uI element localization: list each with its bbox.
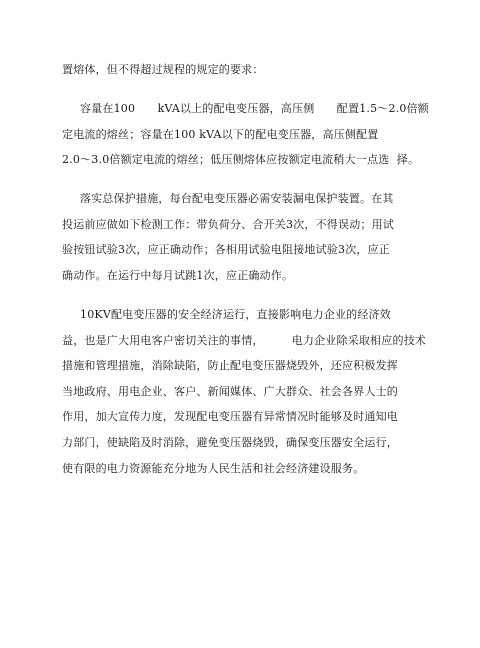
text-line: 定电流的熔丝；容量在100 kVA以下的配电变压器，高压侧配置 xyxy=(62,128,379,141)
text-line: 益，也是广大用电客户密切关注的事情， 电力企业除采取相应的技术 xyxy=(62,334,427,347)
text-line: 落实总保护措施，每台配电变压器必需安装漏电保护装置。在其 xyxy=(80,192,394,205)
text-line: 作用，加大宣传力度，发现配电变压器有异常情况时能够及时通知电 xyxy=(62,410,398,423)
text-line: 确动作。在运行中每月试跳1次，应正确动作。 xyxy=(62,269,294,282)
text-line: 力部门，使缺陷及时消除，避免变压器烧毁，确保变压器安全运行， xyxy=(62,436,398,449)
text-line: 当地政府、用电企业、客户、新闻媒体、广大群众、社会各界人士的 xyxy=(62,385,398,398)
text-line: 容量在100 kVA以上的配电变压器，高压侧 配置1.5～2.0倍额 xyxy=(80,102,429,115)
text-line: 2.0～3.0倍额定电流的熔丝；低压侧熔体应按额定电流稍大一点选 择。 xyxy=(62,153,420,166)
text-line: 投运前应做如下检测工作：带负荷分、合开关3次，不得误动；用试 xyxy=(62,218,394,231)
text-line: 验按钮试验3次，应正确动作；各相用试验电阻接地试验3次，应正 xyxy=(62,243,390,256)
text-line: 使有限的电力资源能充分地为人民生活和社会经济建设服务。 xyxy=(62,462,365,475)
text-line: 置熔体，但不得超过规程的规定的要求： xyxy=(62,63,264,76)
text-line: 10KV配电变压器的安全经济运行，直接影响电力企业的经济效 xyxy=(80,308,391,321)
text-line: 措施和管理措施，消除缺陷，防止配电变压器烧毁外，还应积极发挥 xyxy=(62,359,398,372)
